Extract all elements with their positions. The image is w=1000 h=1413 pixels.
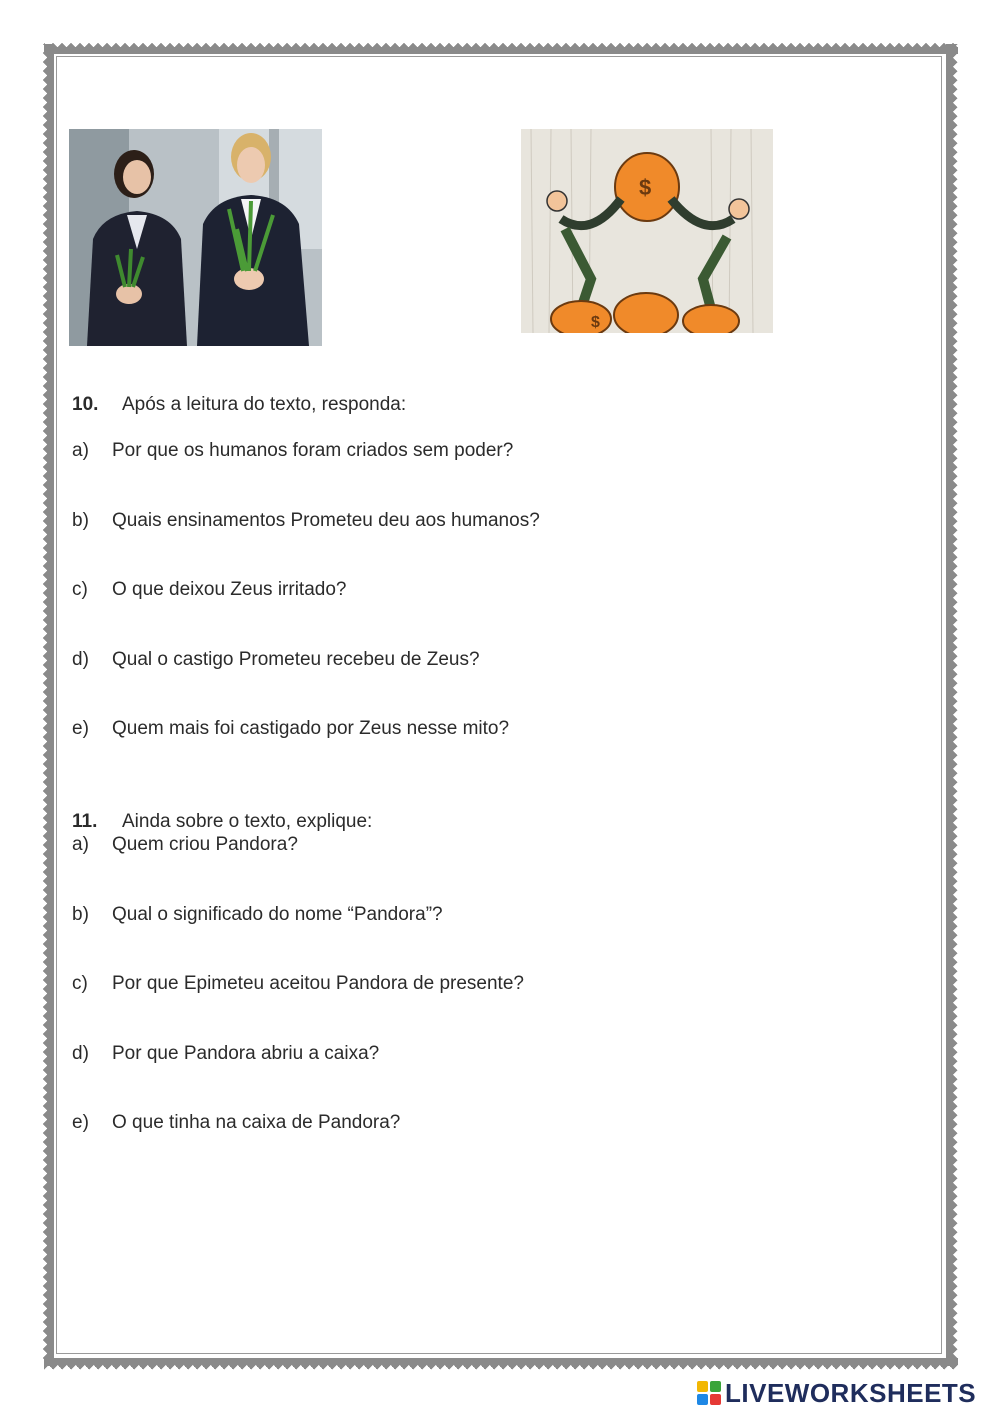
section-11-number: 11.	[72, 811, 98, 832]
question-11b: b) Qual o significado do nome “Pandora”?	[72, 904, 443, 925]
svg-text:$: $	[591, 314, 600, 331]
money-bags-illustration	[521, 129, 773, 333]
question-10c: c) O que deixou Zeus irritado?	[72, 579, 347, 600]
question-10d: d) Qual o castigo Prometeu recebeu de Zeus?	[72, 649, 480, 670]
question-11e: e) O que tinha na caixa de Pandora?	[72, 1112, 401, 1133]
question-10a: a) Por que os humanos foram criados sem poder?	[72, 440, 514, 461]
section-10-heading	[72, 394, 406, 416]
section-11-title: Ainda sobre o texto, explique:	[122, 811, 373, 832]
section-10-title: Após a leitura do texto, responda:	[122, 394, 407, 415]
question-10b: b) Quais ensinamentos Prometeu deu aos humanos?	[72, 510, 540, 531]
liveworksheets-logo-text: LIVEWORKSHEETS	[725, 1377, 977, 1408]
page-border-top	[44, 40, 958, 54]
businesswomen-photo	[69, 129, 322, 346]
liveworksheets-logo[interactable]	[697, 1378, 993, 1408]
svg-text:$: $	[639, 175, 652, 200]
liveworksheets-logo-icon	[697, 1381, 721, 1405]
question-11a: a) Quem criou Pandora?	[72, 834, 298, 855]
question-11d: d) Por que Pandora abriu a caixa?	[72, 1043, 380, 1064]
page-border-right	[946, 44, 960, 1366]
page-border-left	[40, 44, 54, 1366]
page-border-bottom	[44, 1358, 958, 1372]
question-11c: c) Por que Epimeteu aceitou Pandora de presente?	[72, 973, 524, 994]
question-10e: e) Quem mais foi castigado por Zeus nesse mito?	[72, 718, 510, 739]
section-10-number: 10.	[72, 394, 99, 415]
section-11-heading	[72, 811, 372, 833]
